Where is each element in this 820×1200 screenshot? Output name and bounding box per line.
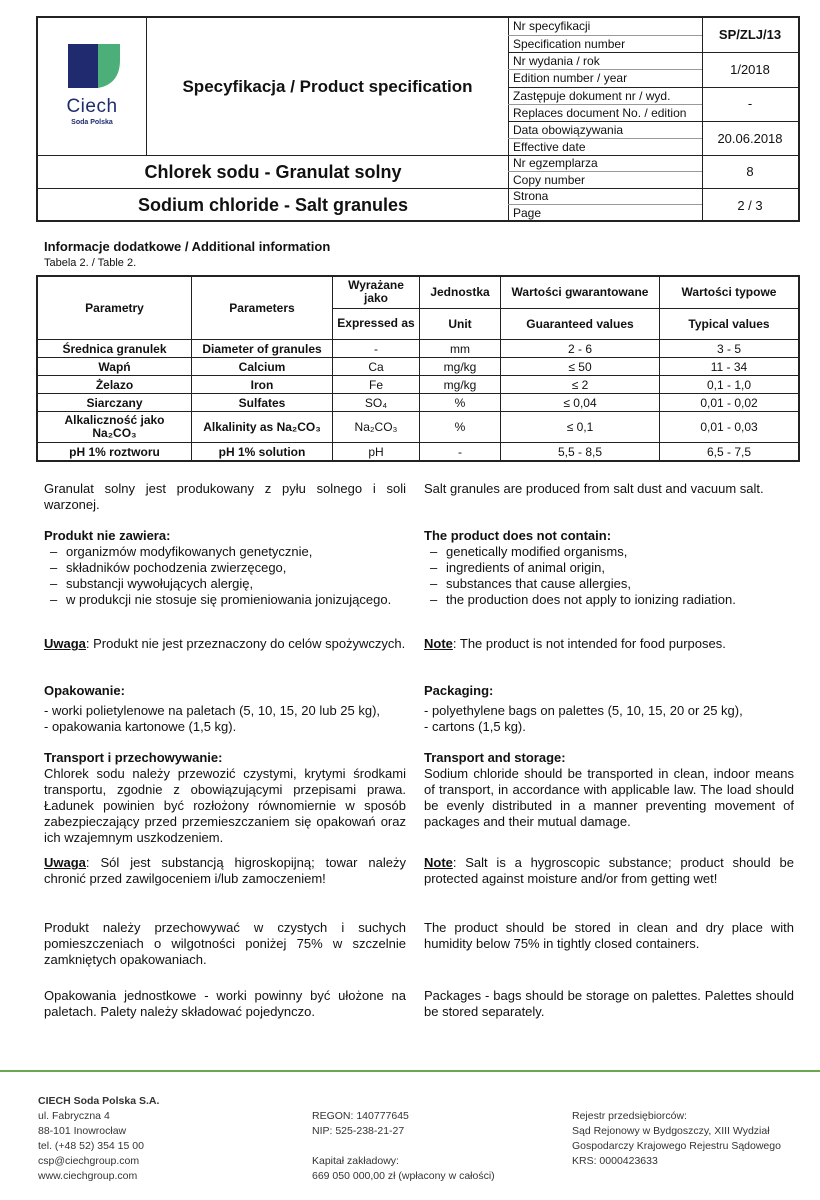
ciech-logo-icon [64,40,124,92]
note-label: Note [424,855,453,870]
table-row [37,394,799,412]
list-item: – ingredients of animal origin, [424,560,794,576]
cell-guaranteed: ≤ 2 [501,376,660,394]
product-name-en: Sodium chloride - Salt granules [137,195,409,215]
table-row [37,358,799,376]
logo-subtext: Soda Polska [71,119,113,126]
transport-text-pl: Chlorek sodu należy przewozić czystymi, krytymi środkami transportu, zgodnie z obowiązującymi przepisami prawa. Ładunek powinien być rozłożony równomiernie w sposób zabezpieczający przed przemieszczaniem się opakowań oraz ich wzajemnym uszkodzeniem. [44,766,406,845]
field-label-en: Copy number [513,173,586,187]
logo-text: Ciech [66,96,118,117]
footer-register-block [572,1109,781,1169]
cell-en: Diameter of granules [192,340,333,358]
spec-number-value: SP/ZLJ/13 [718,27,782,42]
footer-tel: tel. (+48 52) 354 15 00 [38,1140,144,1152]
replaces-value: - [747,96,753,111]
footer-divider [0,1070,820,1072]
cell-typical: 3 - 5 [660,340,800,358]
list-item: - cartons (1,5 kg). [424,719,526,734]
header-parameters: Parameters [192,276,333,340]
list-item: – organizmów modyfikowanych genetycznie, [44,544,396,560]
cell-pl: Alkaliczność jako Na₂CO₃ [37,412,192,443]
company-logo [38,18,146,154]
cell-expr: - [333,340,420,358]
cell-expr: pH [333,443,420,462]
header-wartosci-gw: Wartości gwarantowane [501,276,660,308]
cell-typical: 0,01 - 0,02 [660,394,800,412]
footer-company: CIECH Soda Polska S.A. [38,1095,160,1107]
cell-expr: Ca [333,358,420,376]
cell-en: pH 1% solution [192,443,333,462]
list-item: – substancji wywołujących alergię, [44,576,396,592]
footer-reg-1: Rejestr przedsiębiorców: [572,1110,687,1122]
header-unit: Unit [420,308,501,340]
field-label-pl: Strona [513,189,549,203]
header-wyrazane: Wyrażane jako [333,276,420,308]
footer-address-1: ul. Fabryczna 4 [38,1110,110,1122]
packaging-title-en: Packaging: [424,683,494,698]
footer-capital: 669 050 000,00 zł (wpłacony w całości) [312,1170,495,1182]
cell-unit: - [420,443,501,462]
note1-pl [44,636,406,652]
packaging-title-pl: Opakowanie: [44,683,125,698]
note2-pl [44,855,406,887]
cell-typical: 11 - 34 [660,358,800,376]
edition-value: 1/2018 [730,62,770,77]
list-item: - worki polietylenowe na paletach (5, 10, 15, 20 lub 25 kg), [44,703,381,718]
header-expressed: Expressed as [333,308,420,340]
packaging-list-pl [44,703,414,735]
footer-email[interactable]: csp@ciechgroup.com [38,1155,140,1167]
cell-pl: Wapń [37,358,192,376]
field-label-en: Edition number / year [513,71,628,85]
palette-text-pl: Opakowania jednostkowe - worki powinny być ułożone na paletach. Palety należy składować pojedynczo. [44,988,406,1019]
list-item: - opakowania kartonowe (1,5 kg). [44,719,237,734]
effective-date-value: 20.06.2018 [717,131,783,146]
cell-en: Alkalinity as Na₂CO₃ [192,412,333,443]
cell-pl: Średnica granulek [37,340,192,358]
field-label-en: Page [513,206,542,220]
cell-unit: mg/kg [420,358,501,376]
field-label-pl: Nr wydania / rok [513,54,600,68]
transport-title-pl: Transport i przechowywanie: [44,750,223,765]
note-text: : The product is not intended for food purposes. [452,636,726,651]
table-label: Tabela 2. / Table 2. [44,257,137,269]
field-label-en: Specification number [513,37,626,51]
product-name-pl: Chlorek sodu - Granulat solny [144,162,402,182]
parameters-table [36,275,800,462]
palette-text-en: Packages - bags should be storage on palettes. Palettes should be stored separately. [424,988,794,1019]
cell-en: Sulfates [192,394,333,412]
cell-typical: 0,01 - 0,03 [660,412,800,443]
footer-company-block [38,1094,159,1184]
note-text: : Salt is a hygroscopic substance; product should be protected against moisture and/or from getting wet! [424,855,794,886]
list-item: - polyethylene bags on palettes (5, 10, 15, 20 or 25 kg), [424,703,743,718]
field-label-pl: Nr specyfikacji [513,19,591,33]
note-label: Uwaga [44,855,86,870]
header-guaranteed: Guaranteed values [501,308,660,340]
footer-nip: NIP: 525-238-21-27 [312,1125,405,1137]
spec-title: Specyfikacja / Product specification [182,77,473,96]
transport-text-en: Sodium chloride should be transported in clean, indoor means of transport, in accordance with applicable law. The load should be evenly distributed in a manner preventing movement of packages and their mutual damage. [424,766,794,829]
cell-guaranteed: 2 - 6 [501,340,660,358]
cell-expr: Na₂CO₃ [333,412,420,443]
header-wartosci-typ: Wartości typowe [660,276,800,308]
header-jednostka: Jednostka [420,276,501,308]
table-row [37,340,799,358]
cell-unit: mg/kg [420,376,501,394]
cell-guaranteed: ≤ 50 [501,358,660,376]
field-label-en: Replaces document No. / edition [513,106,687,120]
field-label-pl: Zastępuje dokument nr / wyd. [513,89,671,103]
cell-expr: Fe [333,376,420,394]
cell-en: Iron [192,376,333,394]
cell-unit: % [420,394,501,412]
page-value: 2 / 3 [737,198,763,213]
list-item: – w produkcji nie stosuje się promieniowania jonizującego. [44,592,396,608]
intro-en: Salt granules are produced from salt dust and vacuum salt. [424,481,764,496]
note1-en [424,636,794,652]
note-text: : Sól jest substancją higroskopijną; towar należy chronić przed zawilgoceniem i/lub zamoczeniem! [44,855,406,886]
footer-capital-label: Kapitał zakładowy: [312,1155,399,1167]
cell-guaranteed: 5,5 - 8,5 [501,443,660,462]
document-header [36,16,800,222]
footer-regon: REGON: 140777645 [312,1110,409,1122]
list-item: – składników pochodzenia zwierzęcego, [44,560,396,576]
cell-typical: 6,5 - 7,5 [660,443,800,462]
footer-www[interactable]: www.ciechgroup.com [38,1170,138,1182]
footer-krs: KRS: 0000423633 [572,1155,658,1167]
cell-guaranteed: ≤ 0,04 [501,394,660,412]
storage-text-en: The product should be stored in clean and dry place with humidity below 75% in tightly closed containers. [424,920,794,951]
table-row [37,376,799,394]
note-label: Uwaga [44,636,86,651]
list-item: – substances that cause allergies, [424,576,794,592]
cell-pl: Żelazo [37,376,192,394]
footer-reg-3: Gospodarczy Krajowego Rejestru Sądowego [572,1140,781,1152]
cell-typical: 0,1 - 1,0 [660,376,800,394]
not-contain-title-en: The product does not contain: [424,528,612,543]
note2-en [424,855,794,887]
cell-pl: Siarczany [37,394,192,412]
cell-expr: SO₄ [333,394,420,412]
cell-unit: mm [420,340,501,358]
header-parametry: Parametry [37,276,192,340]
not-contain-list-pl [44,544,396,608]
footer-registration-block [312,1109,495,1184]
list-item: – the production does not apply to ionizing radiation. [424,592,794,608]
not-contain-title-pl: Produkt nie zawiera: [44,528,171,543]
not-contain-list-en [424,544,794,608]
note-text: : Produkt nie jest przeznaczony do celów spożywczych. [85,636,406,651]
storage-text-pl: Produkt należy przechowywać w czystych i suchych pomieszczeniach o wilgotności poniżej 75% w szczelnie zamkniętych opakowaniach. [44,920,406,967]
footer-address-2: 88-101 Inowrocław [38,1125,127,1137]
list-item: – genetically modified organisms, [424,544,794,560]
cell-unit: % [420,412,501,443]
field-label-en: Effective date [513,140,586,154]
copy-number-value: 8 [746,164,754,179]
transport-title-en: Transport and storage: [424,750,566,765]
cell-pl: pH 1% roztworu [37,443,192,462]
table-row [37,412,799,443]
header-typical: Typical values [660,308,800,340]
intro-pl: Granulat solny jest produkowany z pyłu solnego i soli warzonej. [44,481,406,512]
footer-reg-2: Sąd Rejonowy w Bydgoszczy, XIII Wydział [572,1125,770,1137]
cell-guaranteed: ≤ 0,1 [501,412,660,443]
packaging-list-en [424,703,794,735]
field-label-pl: Data obowiązywania [513,123,624,137]
table-row [37,443,799,462]
cell-en: Calcium [192,358,333,376]
note-label: Note [424,636,453,651]
field-label-pl: Nr egzemplarza [513,156,598,170]
additional-info-title: Informacje dodatkowe / Additional information [44,239,331,254]
